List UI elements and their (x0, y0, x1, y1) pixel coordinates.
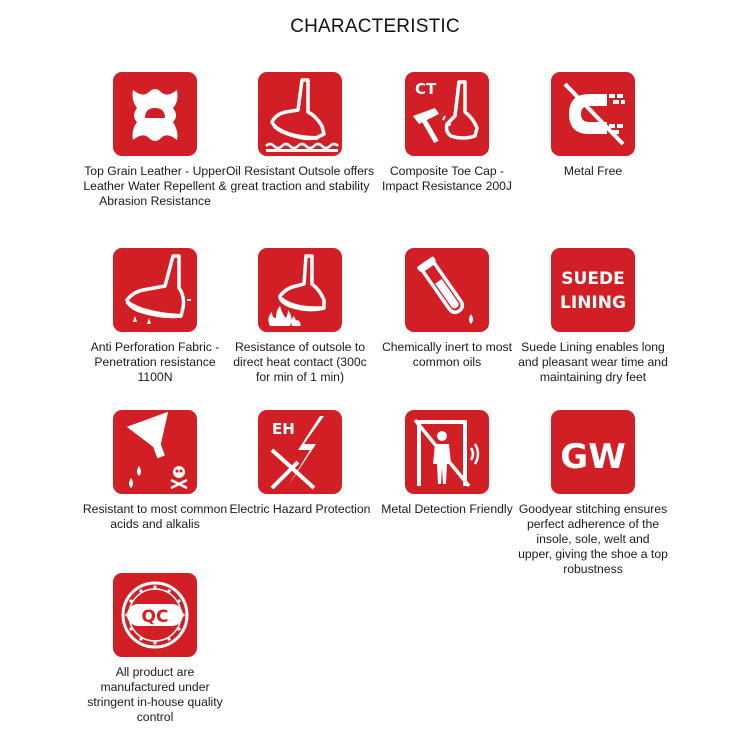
gw-label: GW (560, 437, 626, 477)
feature-caption: Oil Resistant Outsole offers great traction and stability (225, 164, 375, 193)
electric-hazard-icon (258, 410, 342, 494)
heat-resistant-sole-icon (258, 248, 342, 332)
qc-label: QC (141, 607, 169, 627)
leather-hide-icon (113, 72, 197, 156)
feature-caption: Metal Detection Friendly (381, 502, 513, 516)
feature-caption: Goodyear stitching ensures perfect adherence of the insole, sole, welt and upper, giving the shoe a top robustness (518, 502, 668, 576)
feature-anti-perforation (80, 248, 230, 385)
feature-metal-detection (372, 410, 522, 517)
quality-control-seal-icon (113, 573, 197, 657)
feature-oil-resistant-outsole (225, 72, 375, 194)
goodyear-stitching-icon (551, 410, 635, 494)
suede-lining-icon (551, 248, 635, 332)
acid-funnel-icon (113, 410, 197, 494)
metal-detector-icon (405, 410, 489, 494)
feature-caption: Chemically inert to most common oils (381, 340, 513, 369)
anti-perforation-icon (113, 248, 197, 332)
feature-caption: Suede Lining enables long and pleasant wear time and maintaining dry feet (518, 340, 668, 384)
feature-caption: Anti Perforation Fabric - Penetration resistance 1100N (90, 340, 220, 384)
feature-electric-hazard (225, 410, 375, 517)
feature-caption: Resistant to most common acids and alkalis (82, 502, 228, 531)
feature-suede-lining (518, 248, 668, 385)
composite-toe-cap-icon (405, 72, 489, 156)
feature-top-grain-leather (80, 72, 230, 209)
suede-label: SUEDE (561, 269, 625, 289)
eh-label: EH (272, 420, 295, 438)
feature-caption: Composite Toe Cap - Impact Resistance 200J (381, 164, 513, 193)
feature-chemically-inert (372, 248, 522, 370)
feature-metal-free (518, 72, 668, 179)
feature-composite-toe-cap (372, 72, 522, 194)
page-title: CHARACTERISTIC (290, 16, 460, 37)
feature-heat-resistance (225, 248, 375, 385)
feature-caption: Electric Hazard Protection (229, 502, 371, 516)
oil-resistant-sole-icon (258, 72, 342, 156)
feature-quality-control (80, 573, 230, 725)
test-tube-icon (405, 248, 489, 332)
lining-label: LINING (560, 293, 626, 313)
feature-goodyear-stitching (518, 410, 668, 577)
feature-acid-resistance (80, 410, 230, 532)
feature-caption: All product are manufactured under stringent in-house quality control (87, 665, 223, 724)
metal-free-magnet-icon (551, 72, 635, 156)
feature-caption: Top Grain Leather - Upper Leather Water Repellent & Abrasion Resistance (83, 164, 227, 208)
feature-caption: Resistance of outsole to direct heat contact (300c for min of 1 min) (233, 340, 367, 384)
feature-caption: Metal Free (563, 164, 623, 178)
ct-label: CT (415, 80, 437, 98)
